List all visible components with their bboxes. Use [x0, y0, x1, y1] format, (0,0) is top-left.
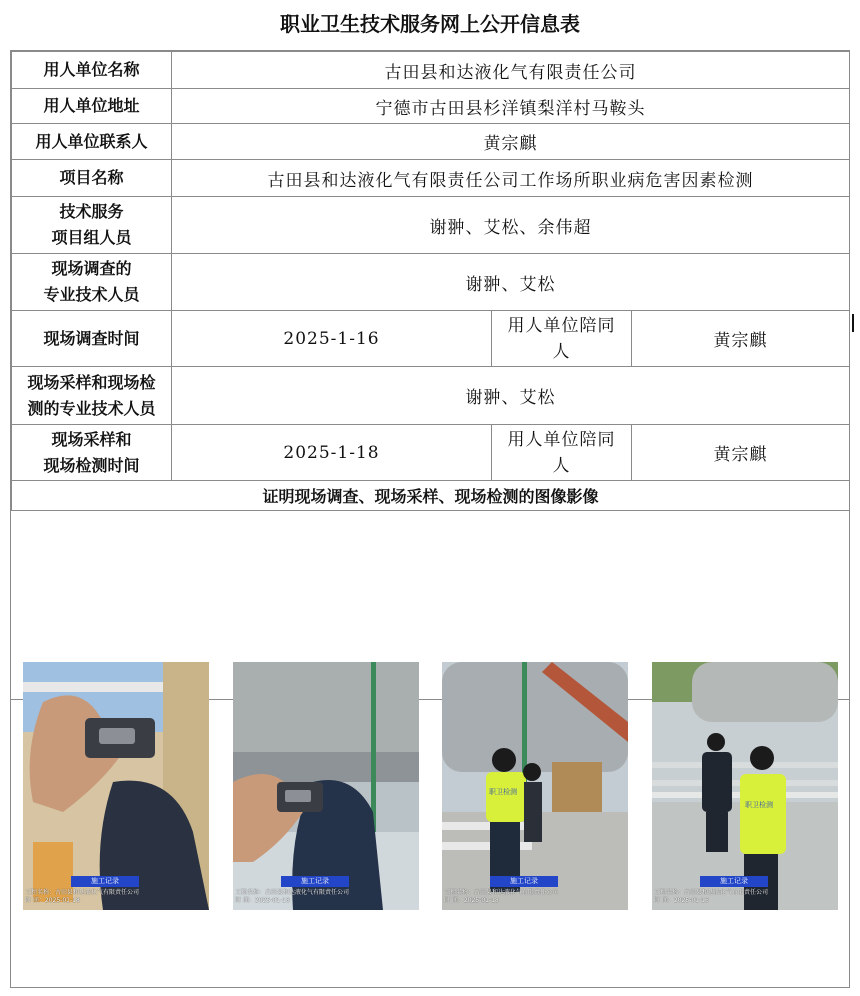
survey-staff-value: 谢翀、艾松: [172, 254, 850, 311]
photo-4[interactable]: [652, 662, 838, 910]
photo-4-badge: 施工记录: [700, 876, 768, 887]
sampling-staff-label: [12, 367, 172, 425]
text-cursor: [852, 314, 854, 332]
row-images-heading: [12, 481, 850, 511]
photo-1-image: [23, 662, 209, 910]
photo-2-image: [233, 662, 419, 910]
survey-time-label: 现场调查时间: [12, 311, 172, 367]
team-label-line2: 项目组人员: [51, 228, 132, 247]
photo-4-vest-text: 职卫检测: [745, 801, 773, 809]
sampling-date: 2025-1-18: [172, 425, 492, 481]
sampling-staff-label-line1: 现场采样和现场检: [27, 372, 156, 392]
team-value: 谢翀、艾松、余伟超: [172, 197, 850, 254]
photo-4-caption: [652, 876, 838, 910]
info-table: [11, 51, 850, 511]
unit-address-label: 用人单位地址: [12, 89, 172, 124]
row-project: [12, 160, 850, 197]
unit-name-value: 古田县和达液化气有限责任公司: [172, 52, 850, 89]
row-sampling-time: [12, 425, 850, 481]
project-value: 古田县和达液化气有限责任公司工作场所职业病危害因素检测: [172, 160, 850, 197]
row-survey-staff: [12, 254, 850, 311]
row-unit-address: [12, 89, 850, 124]
photo-1-time: 时 间：2025-01-18: [25, 897, 80, 904]
sampling-escort-label: [492, 425, 632, 481]
unit-address-value: 宁德市古田县杉洋镇梨洋村马鞍头: [172, 89, 850, 124]
photo-3-badge: 施工记录: [490, 876, 558, 887]
survey-escort-label-line2: 人: [552, 341, 571, 362]
team-label-line1: 技术服务: [59, 202, 124, 221]
sampling-staff-value: 谢翀、艾松: [172, 367, 850, 425]
images-heading: 证明现场调查、现场采样、现场检测的图像影像: [12, 481, 850, 511]
row-unit-name: [12, 52, 850, 89]
photo-1-caption: [23, 876, 209, 910]
row-sampling-staff: [12, 367, 850, 425]
contact-value: 黄宗麒: [172, 124, 850, 160]
sampling-staff-label-line2: 测的专业技术人员: [27, 398, 156, 418]
unit-name-label: 用人单位名称: [12, 52, 172, 89]
photo-4-image: [652, 662, 838, 910]
survey-date: 2025-1-16: [172, 311, 492, 367]
sampling-escort-value: 黄宗麒: [632, 425, 850, 481]
team-label: [12, 197, 172, 254]
photo-2[interactable]: [233, 662, 419, 910]
photo-1-badge: 施工记录: [71, 876, 139, 887]
sampling-time-label: [12, 425, 172, 481]
photo-2-caption: [233, 876, 419, 910]
sampling-escort-label-line1: 用人单位陪同: [507, 429, 616, 450]
survey-staff-label-line1: 现场调查的: [51, 259, 132, 278]
photo-3[interactable]: [442, 662, 628, 910]
photo-4-project: 工程名称：古田县和达液化气有限责任公司: [654, 889, 769, 896]
sampling-time-label-line1: 现场采样和: [51, 429, 132, 449]
row-team: [12, 197, 850, 254]
survey-staff-label-line2: 专业技术人员: [43, 285, 140, 304]
row-survey-time: [12, 311, 850, 367]
survey-staff-label: [12, 254, 172, 311]
survey-escort-label: [492, 311, 632, 367]
photo-3-image: [442, 662, 628, 910]
sampling-escort-label-line2: 人: [552, 455, 571, 476]
sampling-time-label-line2: 现场检测时间: [43, 455, 140, 475]
photo-2-time: 时 间：2025-01-18: [235, 897, 290, 904]
photo-2-project: 工程名称：古田县和达液化气有限责任公司: [235, 889, 350, 896]
photo-2-badge: 施工记录: [281, 876, 349, 887]
photo-1[interactable]: [23, 662, 209, 910]
row-contact: [12, 124, 850, 160]
page-title: 职业卫生技术服务网上公开信息表: [280, 12, 580, 36]
survey-escort-value: 黄宗麒: [632, 311, 850, 367]
photo-3-project: 工程名称：古田县和达液化气有限责任公司: [444, 889, 559, 896]
project-label: 项目名称: [12, 160, 172, 197]
photo-3-caption: [442, 876, 628, 910]
contact-label: 用人单位联系人: [12, 124, 172, 160]
survey-escort-label-line1: 用人单位陪同: [507, 315, 616, 336]
photo-3-vest-text: 职卫检测: [489, 788, 517, 796]
photo-3-time: 时 间：2025-01-18: [444, 897, 499, 904]
photo-4-time: 时 间：2025-01-16: [654, 897, 709, 904]
photo-1-project: 工程名称：古田县和达液化气有限责任公司: [25, 889, 140, 896]
